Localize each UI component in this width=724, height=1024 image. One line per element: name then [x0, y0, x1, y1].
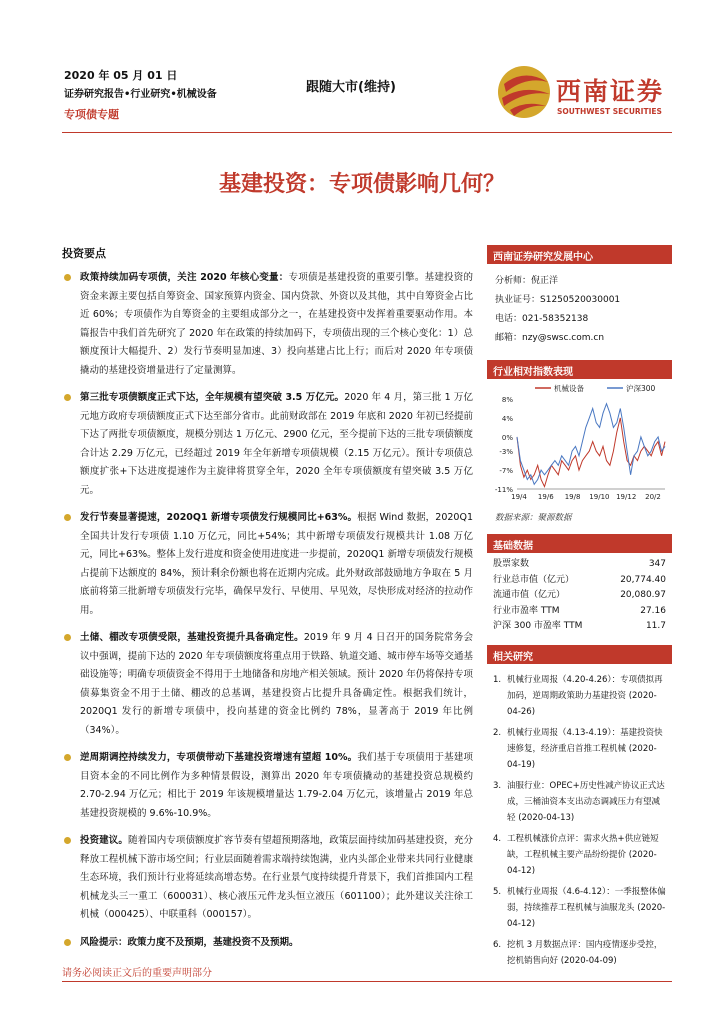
related-num: 4. [493, 833, 502, 844]
section-title: 投资要点 [62, 247, 106, 260]
bullet-text: 2020 年 4 月，第三批 1 万亿元地方政府专项债额度正式下达至部分省市。此前财政部在 2019 年底和 2020 年初已经提前下达了两批专项债额度，规模分别达 1 万亿元、2900 亿元，至今提前下达的三批专项债额度合计达 2.29 万亿元，已经超过 2019 年全年新增专项债规模（2.15 万亿元）。预计专项债总额度扩张+下达进度提速作为主旋律将贯穿全年，2020 全年专项债额度有望突破 3.5 万亿元。 [80, 392, 473, 496]
related-report-item[interactable] [493, 778, 668, 826]
bullet-lead: 逆周期调控持续发力，专项债带动下基建投资增速有望超 10%。 [80, 752, 358, 763]
logo-emblem-icon [496, 62, 556, 122]
related-text: 机械行业周报（4.6-4.12）：一季报整体偏弱，持续推荐工程机械与油服龙头 (2020-04-12) [507, 886, 666, 929]
highlight-bullet [62, 509, 473, 620]
highlight-bullet [62, 749, 473, 823]
analyst-phone: 电话：021-58352138 [495, 314, 589, 324]
basic-data-table [487, 557, 672, 635]
basic-value: 11.7 [645, 621, 666, 631]
related-report-item[interactable] [493, 831, 668, 879]
bullet-text: 我们基于专项债用于基建项目资本金的不同比例作为多种情景假设，测算出 2020 年专项债撬动的基建投资总规模约 2.70-2.94 万亿元；相比于 2019 年该规模增量达 1.79-2.04 万亿元，该增量占 2019 年总基建投资规模的 9.6%-10.9%。 [80, 752, 473, 819]
bullet-dot-icon [64, 514, 71, 521]
bullet-dot-icon [64, 394, 71, 401]
report-date: 2020 年 05 月 01 日 [64, 69, 178, 82]
x-tick-label: 19/10 [589, 493, 610, 501]
basic-value: 20,774.40 [620, 574, 666, 585]
related-report-item[interactable] [493, 672, 668, 720]
basic-data-row [487, 604, 672, 620]
related-text: 工程机械涨价点评：需求火热+供应链短缺，工程机械主要产品纷纷提价 (2020-04-12) [507, 833, 659, 876]
related-report-item[interactable] [493, 884, 668, 932]
bullet-dot-icon [64, 634, 71, 641]
basic-data-row [487, 573, 672, 589]
highlight-bullet [62, 389, 473, 500]
related-text: 机械行业周报（4.13-4.19）：基建投资快速修复，经济重启首推工程机械 (2020-04-19) [507, 727, 663, 770]
related-num: 1. [493, 674, 502, 685]
footer-divider [62, 981, 672, 982]
highlight-bullet [62, 629, 473, 740]
header-divider [62, 132, 672, 133]
relative-index-chart [487, 379, 672, 509]
bullet-lead: 发行节奏显著提速，2020Q1 新增专项债发行规模同比+63%。 [80, 512, 358, 523]
related-report-item[interactable] [493, 937, 668, 969]
x-tick-label: 19/4 [511, 493, 527, 501]
basic-label: 流通市值（亿元） [493, 590, 566, 600]
logo-text-en: SOUTHWEST SECURITIES [557, 107, 662, 116]
legend-label: 沪深300 [626, 384, 656, 393]
investment-highlights [62, 245, 473, 961]
related-num: 5. [493, 886, 502, 897]
chart-source: 数据来源：聚源数据 [495, 513, 572, 523]
basic-value: 20,080.97 [620, 590, 666, 600]
rating: 跟随大市(维持) [306, 80, 396, 95]
x-tick-label: 19/8 [564, 493, 581, 501]
related-text: 挖机 3 月数据点评：国内疫情逐步受控，挖机销售向好 (2020-04-09) [507, 939, 663, 966]
related-research-list [487, 664, 672, 969]
basic-label: 沪深 300 市盈率 TTM [493, 621, 583, 631]
bullet-text: 2019 年 9 月 4 日召开的国务院常务会议中强调，提前下达的 2020 年专项债额度将重点用于铁路、轨道交通、城市停车场等交通基础设施等；明确专项债资金不得用于土地储备和房地产相关领域。预计 2020 年仍将保持专项债募集资金不用于土储、棚改的总基调，基建投资占比提升具备确定性。根据我们统计，2020Q1 发行的新增专项债中，投向基建的资金比例约 78%，显著高于 2019 年比例（34%）。 [80, 632, 473, 736]
related-num: 6. [493, 939, 502, 950]
highlight-bullet [62, 934, 473, 953]
disclaimer-footer: 请务必阅读正文后的重要声明部分 [62, 968, 212, 979]
y-tick-label: -3% [499, 448, 513, 457]
basic-label: 行业总市值（亿元） [493, 574, 575, 585]
related-research-title: 相关研究 [487, 645, 672, 664]
y-tick-label: 8% [501, 396, 513, 404]
bullet-dot-icon [64, 754, 71, 761]
logo-text-cn: 西南证券 [556, 77, 665, 106]
bullet-lead: 政策持续加码专项债，关注 2020 年核心变量： [80, 272, 289, 283]
bullet-lead: 风险提示：政策力度不及预期，基建投资不及预期。 [80, 936, 299, 948]
basic-data-row [487, 619, 672, 635]
analyst-name: 分析师：倪正洋 [495, 276, 559, 286]
bullet-text: 专项债是基建投资的重要引擎。基建投资的资金来源主要包括自筹资金、国家预算内资金、国内贷款、外资以及其他，其中自筹资金占比近 60%；专项债作为自筹资金的主要组成部分之一，在基建投资中发挥着重要驱动作用。本篇报告中我们首先研究了 2020 年在政策的持续加码下，专项债出现的三个核心变化：1）总额度预计大幅提升、2）发行节奏明显加速、3）投向基建占比上行；而后对 2020 年专项债撬动的基建投资增量进行了定量测算。 [80, 272, 473, 376]
related-num: 2. [493, 727, 502, 738]
related-num: 3. [493, 780, 502, 791]
report-topic: 专项债专题 [64, 108, 119, 121]
bullet-dot-icon [64, 939, 71, 946]
x-tick-label: 19/6 [537, 493, 554, 501]
basic-data-row [487, 557, 672, 573]
basic-data-title: 基础数据 [487, 534, 672, 553]
related-text: 机械行业周报（4.20-4.26）：专项债拟再加码，逆周期政策助力基建投资 (2020-04-26) [507, 674, 663, 717]
y-tick-label: -11% [494, 486, 513, 494]
chart-title: 行业相对指数表现 [487, 360, 672, 379]
bullet-lead: 第三批专项债额度正式下达，全年规模有望突破 3.5 万亿元。 [80, 392, 345, 403]
bullet-dot-icon [64, 274, 71, 281]
y-tick-label: -7% [499, 467, 513, 476]
highlight-bullet [62, 832, 473, 925]
report-title: 基建投资：专项债影响几何？ [218, 171, 505, 197]
legend-label: 机械设备 [554, 384, 584, 393]
x-tick-label: 20/2 [645, 493, 661, 501]
highlight-bullet [62, 269, 473, 380]
bullet-lead: 投资建议。 [80, 835, 128, 846]
chart-svg [487, 379, 672, 509]
company-logo [496, 62, 676, 124]
bullet-lead: 土储、棚改专项债受限，基建投资提升具备确定性。 [80, 632, 304, 643]
analyst-info [487, 264, 672, 348]
bullet-dot-icon [64, 837, 71, 844]
report-type: 证券研究报告•行业研究•机械设备 [64, 89, 217, 100]
related-text: 油服行业：OPEC+历史性减产协议正式达成，三桶油资本支出动态调减压力有望减轻 (2020-04-13) [507, 780, 665, 823]
analyst-email[interactable]: 邮箱：nzy@swsc.com.cn [495, 333, 605, 343]
bullet-text: 随着国内专项债额度扩容节奏有望超预期落地，政策层面持续加码基建投资，充分释放工程机械下游市场空间；行业层面随着需求端持续饱满，业内头部企业带来共同行业健康生态环境，我们预计行业将延续高增态势。在行业景气度持续提升背景下，我们首推国内工程机械龙头三一重工（600031）、核心液压元件龙头恒立液压（601100）；此外建议关注徐工机械（000425）、中联重科（000157）。 [80, 835, 473, 920]
org-title: 西南证券研究发展中心 [487, 245, 672, 264]
y-tick-label: 4% [501, 414, 513, 423]
analyst-cert: 执业证号：S1250520030001 [495, 295, 621, 305]
bullet-text: 根据 Wind 数据，2020Q1 全国共计发行专项债 1.10 万亿元，同比+54%；其中新增专项债发行规模共计 1.08 万亿元，同比+63%。整体上发行进度和资金使用进度进一步提前，2020Q1 新增专项债发行规模占提前下达额度的 84%，预计剩余份额也将在近期内完成。此外财政部鼓励地方争取在 5 月底前将第三批新增专项债发行完毕，确保早发行、早使用、早见效，尽快形成对经济的拉动作用。 [80, 512, 473, 616]
sidebar [487, 245, 672, 974]
x-tick-label: 19/12 [616, 493, 637, 501]
y-tick-label: 0% [501, 433, 513, 442]
basic-label: 股票家数 [493, 559, 530, 569]
basic-value: 27.16 [640, 605, 666, 616]
basic-data-row [487, 588, 672, 604]
related-report-item[interactable] [493, 725, 668, 773]
basic-label: 行业市盈率 TTM [493, 605, 560, 616]
basic-value: 347 [648, 559, 666, 569]
